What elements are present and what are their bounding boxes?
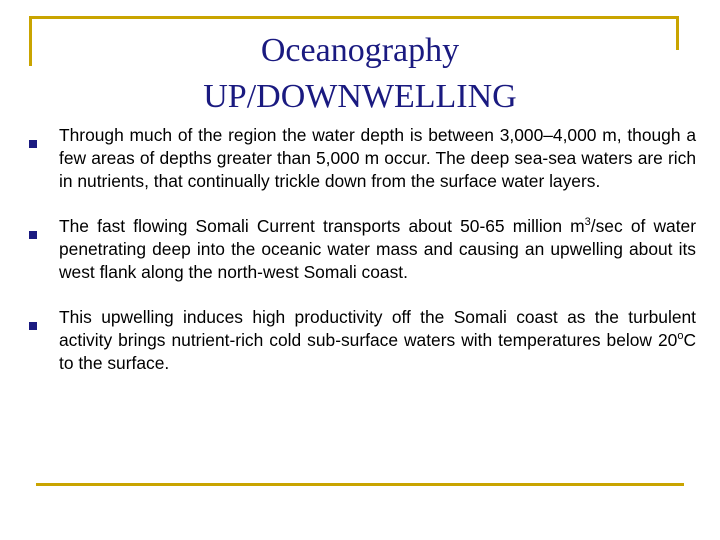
bullet-item-depth xyxy=(28,124,696,193)
bullet-text xyxy=(59,306,696,375)
square-bullet-icon xyxy=(29,322,37,330)
bullet-superscript: 3 xyxy=(584,216,591,229)
left-frame-rule xyxy=(29,16,32,66)
bullet-superscript: o xyxy=(677,330,684,343)
bottom-frame-rule xyxy=(36,483,684,486)
bullet-text-part: /sec of water penetrating deep into the oceanic water mass and causing an upwelling about its west flank along the north-west Somali coast. xyxy=(59,216,696,282)
slide-title xyxy=(40,28,680,120)
title-line-1: Oceanography xyxy=(260,32,460,69)
top-frame-rule xyxy=(29,16,679,19)
bullet-text-part: C to the surface. xyxy=(59,330,696,373)
title-line-2: UP/DOWNWELLING xyxy=(203,78,517,115)
bullet-item-somali-current xyxy=(28,215,696,284)
bullet-text-part: This upwelling induces high productivity off the Somali coast as the turbulent activity brings nutrient-rich cold sub-surface waters with temperatures below 20 xyxy=(59,307,696,350)
bullet-text xyxy=(59,215,696,284)
bullet-item-productivity xyxy=(28,306,696,375)
bullet-list xyxy=(28,124,696,397)
bullet-text: Through much of the region the water depth is between 3,000–4,000 m, though a few areas of depths greater than 5,000 m occur. The deep sea-sea waters are rich in nutrients, that continually trickle down from the surface water layers. xyxy=(59,125,696,191)
square-bullet-icon xyxy=(29,231,37,239)
square-bullet-icon xyxy=(29,140,37,148)
bullet-text-part: The fast flowing Somali Current transports about 50-65 million m xyxy=(59,216,585,236)
